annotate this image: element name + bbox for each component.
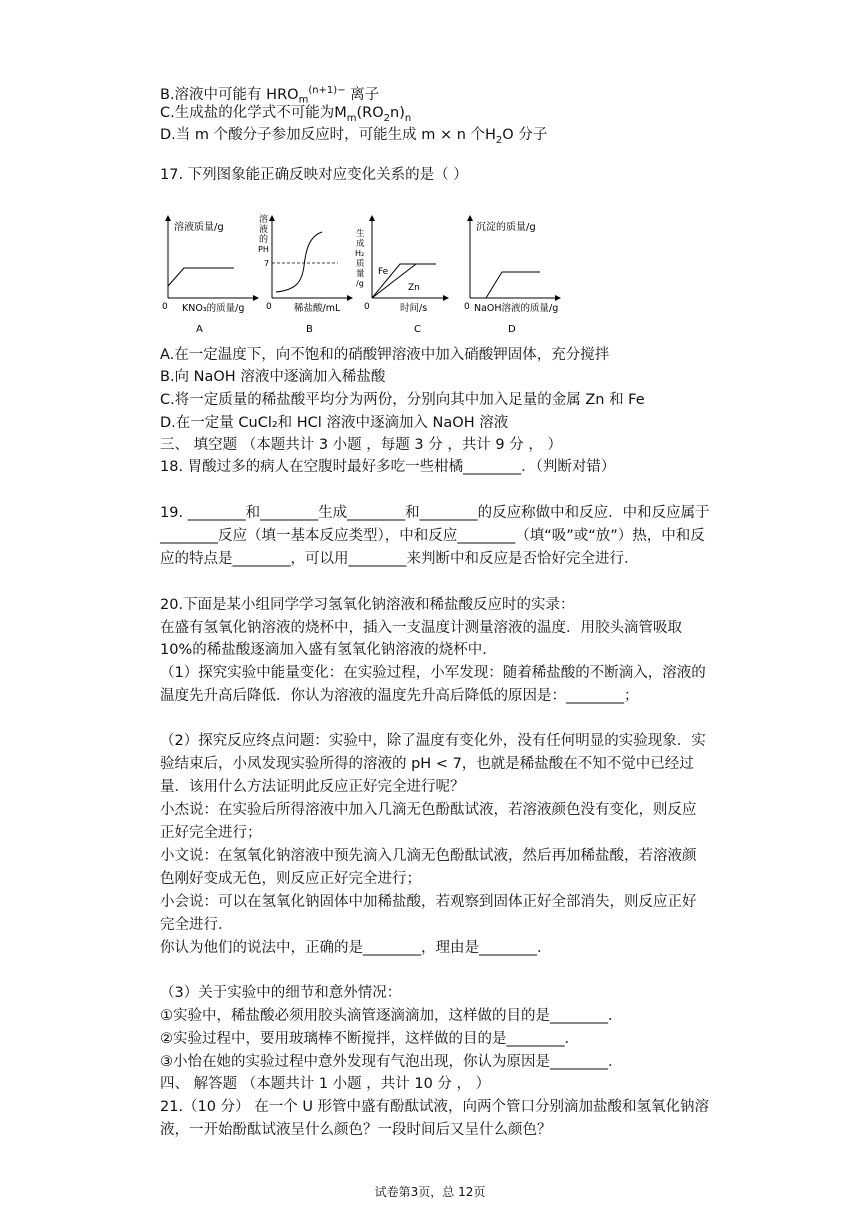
chart-b-letter: B: [306, 324, 313, 335]
q20-3-line-3: ②实验过程中，要用玻璃棒不断搅拌，这样做的目的是________．: [160, 1031, 579, 1047]
chart-d-origin: 0: [464, 302, 470, 312]
chart-c-origin: 0: [364, 302, 370, 312]
chart-d-line: [470, 272, 540, 298]
q20-2-line-4: 小杰说：在实验后所得溶液中加入几滴无色酚酞试液，若溶液颜色没有变化，则反应: [160, 802, 697, 818]
q20-3-line-1: （3）关于实验中的细节和意外情况：: [160, 985, 402, 1001]
q20-2-line-7: 色刚好变成无色，则反应正好完全进行；: [160, 871, 421, 887]
q20-3-line-4: ③小怡在她的实验过程中意外发现有气泡出现，你认为原因是________．: [160, 1054, 623, 1070]
q16-option-c: C.生成盐的化学式不可能为$M_m(RO_2n)_n$: [160, 105, 412, 124]
chart-a-xlabel: KNO₃的质量/g: [182, 303, 245, 314]
chart-a-origin: 0: [162, 302, 168, 312]
q19-line-1: 19. ________和________生成________和________的反应称做中和反应．中和反应属于: [160, 505, 710, 521]
q20-2-line-1: （2）探究反应终点问题：实验中，除了温度有变化外，没有任何明显的实验现象．实: [160, 733, 706, 749]
chart-b-xlabel: 稀盐酸/mL: [294, 303, 341, 314]
chart-d: [462, 212, 562, 340]
chart-b-ylabel-4: PH: [258, 245, 269, 254]
chart-d-ylabel: 沉淀的质量/g: [476, 222, 536, 233]
page-footer: 试卷第3页，总 12页: [374, 1185, 486, 1199]
chart-c: [354, 212, 450, 340]
q17-option-a: A.在一定温度下，向不饱和的硝酸钾溶液中加入硝酸钾固体，充分搅拌: [160, 347, 610, 363]
q17-stem: 17. 下列图象能正确反映对应变化关系的是（ ）: [160, 167, 468, 183]
chart-b-curve: [276, 232, 322, 292]
chart-c-fe-label: Fe: [378, 267, 389, 277]
q20-line-4: （1）探究实验中能量变化：在实验过程，小军发现：随着稀盐酸的不断滴入，溶液的: [160, 665, 706, 681]
chart-b-ylabel-3: 的: [259, 235, 269, 245]
chart-d-xlabel: NaOH溶液的质量/g: [474, 303, 559, 314]
q16-option-b: B.溶液中可能有 $HRO_m^{(n+1)-}$ 离子: [160, 85, 380, 106]
section-4-heading: 四、 解答题 （本题共计 1 小题 ，共计 10 分 ， ）: [160, 1076, 491, 1092]
chart-b: [258, 212, 354, 340]
q20-2-line-6: 小文说：在氢氧化钠溶液中预先滴入几滴无色酚酞试液，然后再加稀盐酸，若溶液颜: [160, 848, 697, 864]
chart-d-letter: D: [508, 324, 516, 335]
chart-a-line: [168, 268, 234, 286]
q21-line-2: 液，一开始酚酞试液呈什么颜色？一段时间后又呈什么颜色？: [160, 1122, 552, 1138]
chart-c-zn-label: Zn: [408, 283, 420, 293]
q20-2-line-3: 量．该用什么方法证明此反应正好完全进行呢？: [160, 779, 465, 795]
q18: 18. 胃酸过多的病人在空腹时最好多吃一些柑橘________．（判断对错）: [160, 459, 616, 475]
chart-b-ylabel-2: 液: [259, 225, 269, 235]
q20-line-1: 20.下面是某小组同学学习氢氧化钠溶液和稀盐酸反应时的实录：: [160, 597, 575, 613]
q20-2-line-2: 验结束后，小凤发现实验所得的溶液的 pH < 7，也就是稀盐酸在不知不觉中已经过: [160, 756, 694, 772]
q20-2-line-10: 你认为他们的说法中，正确的是________，理由是________．: [160, 940, 552, 956]
q20-line-5: 温度先升高后降低．你认为溶液的温度先升高后降低的原因是：________；: [160, 688, 639, 704]
chart-a-ylabel: 溶液质量/g: [174, 222, 224, 233]
q20-3-line-2: ①实验中，稀盐酸必须用胶头滴管逐滴滴加，这样做的目的是________．: [160, 1008, 623, 1024]
section-3-heading: 三、 填空题 （本题共计 3 小题 ，每题 3 分 ，共计 9 分 ， ）: [160, 437, 562, 453]
chart-c-ylabel-2: 成: [356, 239, 365, 249]
chart-c-ylabel-1: 生: [356, 229, 365, 239]
chart-a: [160, 212, 260, 340]
q17-option-c: C.将一定质量的稀盐酸平均分为两份，分别向其中加入足量的金属 Zn 和 Fe: [160, 392, 645, 408]
chart-c-letter: C: [414, 324, 421, 335]
chart-c-ylabel-4: 质: [356, 259, 365, 269]
q16-option-d: D.当 m 个酸分子参加反应时，可能生成 m × n 个$H_2O$ 分子: [160, 127, 548, 146]
chart-b-origin: 0: [266, 302, 272, 312]
q19-line-3: 应的特点是________，可以用________来判断中和反应是否恰好完全进行．: [160, 551, 639, 567]
q20-2-line-8: 小会说：可以在氢氧化钠固体中加稀盐酸，若观察到固体正好全部消失，则反应正好: [160, 894, 697, 910]
chart-c-ylabel-5: 量: [356, 269, 365, 279]
chart-c-xlabel: 时间/s: [400, 303, 428, 314]
chart-b-y7: 7: [264, 259, 270, 268]
chart-c-ylabel-6: /g: [356, 279, 364, 288]
q20-line-2: 在盛有氢氧化钠溶液的烧杯中，插入一支温度计测量溶液的温度．用胶头滴管吸取: [160, 620, 682, 636]
q17-option-b: B.向 NaOH 溶液中逐滴加入稀盐酸: [160, 369, 386, 385]
q20-2-line-9: 完全进行．: [160, 917, 233, 933]
chart-b-ylabel-1: 溶: [259, 215, 269, 225]
q19-line-2: ________反应（填一基本反应类型），中和反应________（填“吸”或“放”）热，中和反: [160, 528, 705, 544]
q17-option-d: D.在一定量 CuCl₂和 HCl 溶液中逐滴加入 NaOH 溶液: [160, 415, 509, 431]
q20-line-3: 10%的稀盐酸逐滴加入盛有氢氧化钠溶液的烧杯中．: [160, 642, 497, 658]
q21-line-1: 21.（10 分） 在一个 U 形管中盛有酚酞试液，向两个管口分别滴加盐酸和氢氧化钠溶: [160, 1099, 710, 1115]
chart-a-letter: A: [196, 324, 203, 335]
q20-2-line-5: 正好完全进行；: [160, 825, 262, 841]
chart-c-ylabel-3: H₂: [355, 249, 365, 258]
